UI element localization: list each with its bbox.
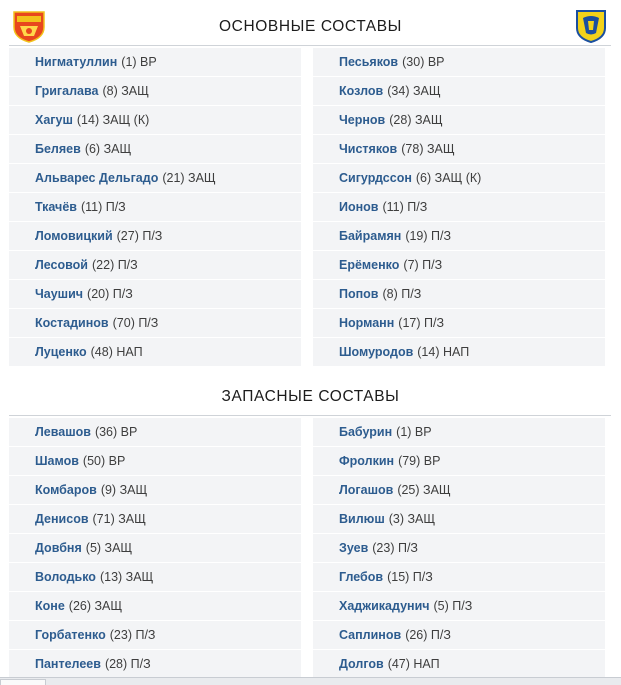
player-row xyxy=(9,77,301,105)
player-row xyxy=(9,563,301,591)
player-name-link[interactable]: Лесовой xyxy=(35,258,88,272)
player-name-link[interactable]: Чаушич xyxy=(35,287,84,301)
player-name-link[interactable]: Сигурдссон xyxy=(339,171,412,185)
player-name-link[interactable]: Ерёменко xyxy=(339,258,400,272)
player-row xyxy=(313,135,605,163)
player-row xyxy=(9,48,301,76)
player-name-link[interactable]: Хаджикадунич xyxy=(339,599,430,613)
player-name-link[interactable]: Песьяков xyxy=(339,55,399,69)
away-substitutes-list xyxy=(313,418,605,679)
player-row xyxy=(313,621,605,649)
player-name-link[interactable]: Горбатенко xyxy=(35,628,106,642)
player-row xyxy=(313,280,605,308)
player-row xyxy=(313,447,605,475)
player-name-link[interactable]: Саплинов xyxy=(339,628,402,642)
player-name-link[interactable]: Ткачёв xyxy=(35,200,77,214)
player-number-position: (23) П/З xyxy=(372,541,418,555)
player-row xyxy=(313,106,605,134)
player-row xyxy=(313,251,605,279)
player-row xyxy=(313,193,605,221)
player-number-position: (1) ВР xyxy=(396,425,432,439)
player-number-position: (5) П/З xyxy=(433,599,473,613)
bottom-tab[interactable] xyxy=(0,679,46,685)
player-number-position: (3) ЗАЩ xyxy=(388,512,436,526)
player-number-position: (23) П/З xyxy=(109,628,156,642)
player-number-position: (8) ЗАЩ xyxy=(102,84,149,98)
player-number-position: (79) ВР xyxy=(398,454,441,468)
player-number-position: (70) П/З xyxy=(112,316,159,330)
player-row xyxy=(9,418,301,446)
player-name-link[interactable]: Фролкин xyxy=(339,454,395,468)
player-name-link[interactable]: Глебов xyxy=(339,570,384,584)
player-row xyxy=(313,592,605,620)
player-row xyxy=(313,418,605,446)
player-name-link[interactable]: Долгов xyxy=(339,657,384,671)
player-row xyxy=(313,534,605,562)
player-row xyxy=(313,650,605,678)
player-number-position: (11) П/З xyxy=(80,200,126,214)
divider xyxy=(9,45,611,46)
player-number-position: (7) П/З xyxy=(403,258,443,272)
player-name-link[interactable]: Шамов xyxy=(35,454,79,468)
player-number-position: (19) П/З xyxy=(405,229,452,243)
player-name-link[interactable]: Костадинов xyxy=(35,316,109,330)
player-number-position: (25) ЗАЩ xyxy=(397,483,451,497)
player-row xyxy=(9,650,301,678)
player-name-link[interactable]: Левашов xyxy=(35,425,91,439)
substitutes-title: ЗАПАСНЫЕ СОСТАВЫ xyxy=(221,388,400,405)
player-row xyxy=(9,592,301,620)
player-number-position: (34) ЗАЩ xyxy=(387,84,441,98)
player-row xyxy=(313,164,605,192)
player-row xyxy=(313,476,605,504)
player-row xyxy=(9,251,301,279)
player-name-link[interactable]: Беляев xyxy=(35,142,81,156)
home-starting-list xyxy=(9,48,301,367)
divider xyxy=(9,415,611,416)
player-number-position: (22) П/З xyxy=(92,258,138,272)
away-starting-list xyxy=(313,48,605,367)
player-row xyxy=(313,338,605,366)
player-number-position: (1) ВР xyxy=(121,55,157,69)
player-row xyxy=(9,476,301,504)
player-row xyxy=(313,505,605,533)
player-name-link[interactable]: Григалава xyxy=(35,84,99,98)
player-number-position: (27) П/З xyxy=(116,229,163,243)
player-name-link[interactable]: Альварес Дельгадо xyxy=(35,171,159,185)
player-name-link[interactable]: Коне xyxy=(35,599,65,613)
player-name-link[interactable]: Попов xyxy=(339,287,379,301)
player-name-link[interactable]: Чернов xyxy=(339,113,386,127)
player-row xyxy=(313,48,605,76)
player-row xyxy=(9,534,301,562)
player-row xyxy=(9,164,301,192)
player-name-link[interactable]: Чистяков xyxy=(339,142,398,156)
player-number-position: (71) ЗАЩ xyxy=(92,512,146,526)
player-name-link[interactable]: Шомуродов xyxy=(339,345,414,359)
player-number-position: (26) ЗАЩ xyxy=(68,599,123,613)
player-number-position: (20) П/З xyxy=(87,287,133,301)
player-name-link[interactable]: Комбаров xyxy=(35,483,97,497)
player-row xyxy=(313,563,605,591)
player-name-link[interactable]: Норманн xyxy=(339,316,395,330)
player-row xyxy=(9,505,301,533)
player-row xyxy=(9,222,301,250)
player-name-link[interactable]: Хагуш xyxy=(35,113,73,127)
player-number-position: (5) ЗАЩ xyxy=(85,541,133,555)
player-name-link[interactable]: Бабурин xyxy=(339,425,393,439)
player-row xyxy=(9,621,301,649)
player-name-link[interactable]: Ионов xyxy=(339,200,379,214)
player-name-link[interactable]: Ломовицкий xyxy=(35,229,113,243)
player-number-position: (78) ЗАЩ xyxy=(401,142,455,156)
player-row xyxy=(313,222,605,250)
player-number-position: (36) ВР xyxy=(94,425,138,439)
player-row xyxy=(313,77,605,105)
player-name-link[interactable]: Володько xyxy=(35,570,96,584)
player-number-position: (11) П/З xyxy=(382,200,428,214)
home-substitutes-list xyxy=(9,418,301,679)
player-row xyxy=(9,309,301,337)
player-number-position: (21) ЗАЩ xyxy=(162,171,216,185)
player-row xyxy=(9,106,301,134)
player-name-link[interactable]: Луценко xyxy=(35,345,87,359)
player-number-position: (6) ЗАЩ (К) xyxy=(415,171,482,185)
player-name-link[interactable]: Денисов xyxy=(35,512,89,526)
player-name-link[interactable]: Зуев xyxy=(339,541,369,555)
player-name-link[interactable]: Нигматуллин xyxy=(35,55,118,69)
player-number-position: (26) П/З xyxy=(405,628,451,642)
player-name-link[interactable]: Довбня xyxy=(35,541,82,555)
player-number-position: (50) ВР xyxy=(82,454,126,468)
player-number-position: (30) ВР xyxy=(402,55,445,69)
player-number-position: (9) ЗАЩ xyxy=(100,483,148,497)
player-number-position: (28) П/З xyxy=(104,657,151,671)
player-number-position: (8) П/З xyxy=(382,287,422,301)
player-number-position: (14) НАП xyxy=(417,345,470,359)
player-row xyxy=(9,338,301,366)
player-name-link[interactable]: Пантелеев xyxy=(35,657,101,671)
player-row xyxy=(9,280,301,308)
player-name-link[interactable]: Байрамян xyxy=(339,229,402,243)
player-row xyxy=(9,447,301,475)
player-number-position: (17) П/З xyxy=(398,316,444,330)
player-number-position: (14) ЗАЩ (К) xyxy=(76,113,150,127)
player-name-link[interactable]: Козлов xyxy=(339,84,384,98)
player-number-position: (47) НАП xyxy=(387,657,440,671)
player-row xyxy=(313,309,605,337)
player-name-link[interactable]: Логашов xyxy=(339,483,394,497)
player-number-position: (13) ЗАЩ xyxy=(99,570,154,584)
player-number-position: (48) НАП xyxy=(90,345,143,359)
player-row xyxy=(9,193,301,221)
player-name-link[interactable]: Вилюш xyxy=(339,512,385,526)
starting-lineups-title: ОСНОВНЫЕ СОСТАВЫ xyxy=(219,18,402,35)
player-number-position: (28) ЗАЩ xyxy=(389,113,443,127)
player-number-position: (15) П/З xyxy=(387,570,433,584)
player-number-position: (6) ЗАЩ xyxy=(84,142,132,156)
player-row xyxy=(9,135,301,163)
